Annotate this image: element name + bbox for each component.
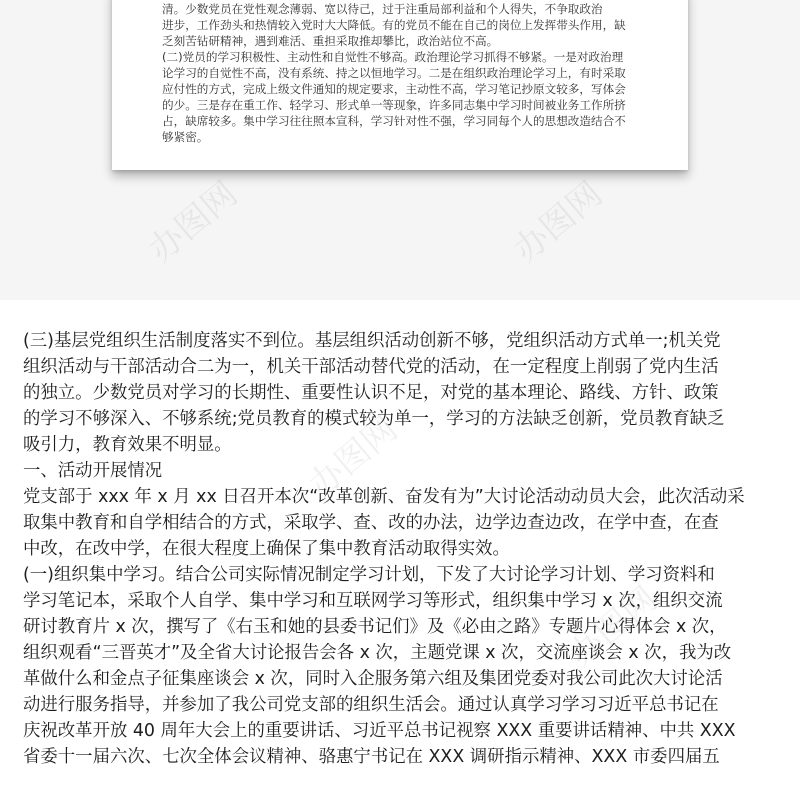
text-line: 组织观看“三晋英才”及全省大讨论报告会各 x 次，主题党课 x 次，交流座谈会 x 次，我为改 [23, 643, 732, 663]
preview-card-text [162, 0, 656, 145]
text-line: 取集中教育和自学相结合的方式，采取学、查、改的办法，边学边查边改，在学中查，在查 [23, 513, 719, 533]
text-line: 研讨教育片 x 次，撰写了《右玉和她的县委书记们》及《必由之路》专题片心得体会 x 次， [23, 617, 727, 637]
watermark: 办图网 [561, 579, 666, 676]
text-line: 的学习不够深入、不够系统;党员教育的模式较为单一，学习的方法缺乏创新，党员教育缺乏 [23, 409, 725, 429]
text-line: 庆祝改革开放 40 周年大会上的重要讲话、习近平总书记视察 XXX 重要讲话精神、中共 XXX [23, 721, 736, 741]
text-line: (三)基层党组织生活制度落实不到位。基层组织活动创新不够，党组织活动方式单一;机关党 [23, 331, 721, 351]
text-line: 吸引力，教育效果不明显。 [23, 435, 232, 455]
preview-line: 论学习的自觉性不高，没有系统、持之以恒地学习。二是在组织政治理论学习上，有时采取 [162, 66, 626, 80]
preview-line: 应付性的方式，完成上级文件通知的规定要求，主动性不高，学习笔记抄原文较多，写体会 [162, 82, 626, 96]
text-line: 的独立。少数党员对学习的长期性、重要性认识不足，对党的基本理论、路线、方针、政策 [23, 383, 719, 403]
text-line: 组织活动与干部活动合二为一，机关干部活动替代党的活动，在一定程度上削弱了党内生活 [23, 357, 719, 377]
watermark: 办图网 [301, 409, 406, 506]
preview-line: 清。少数党员在党性观念薄弱、宽以待己，过于注重局部利益和个人得失，不争取政治 [162, 2, 603, 16]
preview-line: 的少。三是存在重工作、轻学习、形式单一等现象，许多同志集中学习时间被业务工作所挤 [162, 98, 626, 112]
text-line: 中改，在改中学，在很大程度上确保了集中教育活动取得实效。 [23, 539, 510, 559]
text-line: 动进行服务指导，并参加了我公司党支部的组织生活会。通过认真学习学习习近平总书记在 [23, 695, 719, 715]
text-line: 学习笔记本，采取个人自学、集中学习和互联网学习等形式，组织集中学习 x 次，组织交流 [23, 591, 723, 611]
text-line: 革做什么和金点子征集座谈会 x 次，同时入企服务第六组及集团党委对我公司此次大讨论活 [23, 669, 723, 689]
preview-line: 乏刻苦钻研精神，遇到难活、重担采取推却攀比，政治站位不高。 [162, 34, 499, 48]
preview-line: 占，缺席较多。集中学习往往照本宣科，学习针对性不强，学习同每个人的思想改造结合不 [162, 114, 626, 128]
text-line: (一)组织集中学习。结合公司实际情况制定学习计划，下发了大讨论学习计划、学习资料和 [23, 565, 715, 585]
text-line: 省委十一届六次、七次全体会议精神、骆惠宁书记在 XXX 调研指示精神、XXX 市委四届五 [23, 747, 720, 767]
preview-line: 进步，工作劲头和热情较入党时大大降低。有的党员不能在自己的岗位上发挥带头作用，缺 [162, 18, 626, 32]
document-preview-card [112, 0, 688, 170]
text-line: 党支部于 xxx 年 x 月 xx 日召开本次“改革创新、奋发有为”大讨论活动动员大会，此次活动采 [23, 487, 745, 507]
preview-line: 够紧密。 [162, 130, 209, 144]
preview-line: (二)党员的学习积极性、主动性和自觉性不够高。政治理论学习抓得不够紧。一是对政治理 [162, 50, 624, 64]
main-document-text [23, 328, 793, 770]
section-heading: 一、活动开展情况 [23, 461, 163, 481]
